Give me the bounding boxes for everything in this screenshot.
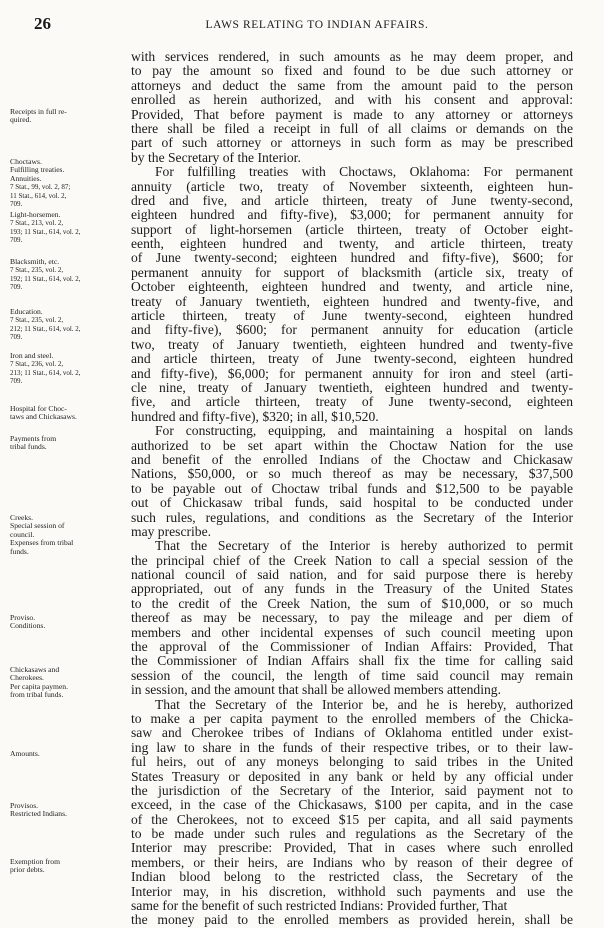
body-line: Provided, That before payment is made to any attorney or attorneys xyxy=(131,106,573,122)
body-line: of the Cherokees, not to exceed $15 per capita, and all said payments xyxy=(131,811,573,827)
body-line: same for the benefit of such restricted Indians: Provided further, That xyxy=(131,898,508,914)
body-line: saw and Cherokee tribes of Indians of Oklahoma entitled under exist- xyxy=(131,725,573,741)
body-line: members, or their heirs, are Indians who by reason of their degree of xyxy=(131,854,573,870)
body-line: there shall be filed a receipt in full of all claims or demands on the xyxy=(131,120,573,136)
body-line: Interior may prescribe: Provided, That in cases where such enrolled xyxy=(131,840,573,856)
margin-note-line: Fulfilling treaties. xyxy=(10,166,65,175)
body-line: authorized to be set apart within the Choctaw Nation for the use xyxy=(131,437,573,453)
margin-note-line: 709. xyxy=(10,200,23,209)
body-line: by the Secretary of the Interior. xyxy=(131,149,301,165)
margin-note-line: 212; 11 Stat., 614, vol. 2, xyxy=(10,324,81,333)
margin-note xyxy=(10,435,126,452)
margin-note-line: from tribal funds. xyxy=(10,691,64,700)
margin-note-line: Hospital for Choc- xyxy=(10,405,67,413)
body-line: session of the council, the length of time said council may remain xyxy=(131,667,573,683)
margin-note-line: 7 Stat., 235, vol. 2, xyxy=(10,316,64,325)
body-line: support of light-horsemen (article thirteen, treaty of October eight- xyxy=(131,221,573,237)
margin-note xyxy=(10,308,126,342)
body-line: That the Secretary of the Interior be, and he is hereby, authorized xyxy=(155,696,573,712)
body-line: appropriated, out of any funds in the Treasury of the United States xyxy=(131,581,573,597)
body-line: treaty of January twentieth, eighteen hundred and twenty-five, and xyxy=(131,293,573,309)
margin-note-line: Iron and steel. xyxy=(10,352,54,360)
body-line: and fifty-five), $600; for permanent annuity for education (article xyxy=(131,322,573,338)
body-line: national council of said nation, and for said purpose there is hereby xyxy=(131,567,573,583)
body-line: the principal chief of the Creek Nation to call a special session of the xyxy=(131,552,573,568)
margin-note xyxy=(10,108,126,125)
body-line: enrolled as herein authorized, and with his consent and approval: xyxy=(131,92,573,108)
margin-note-line: council. xyxy=(10,530,35,539)
page-number: 26 xyxy=(34,14,51,33)
margin-note xyxy=(10,211,126,245)
body-line: hundred and fifty-five), $320; in all, $10,520. xyxy=(131,408,379,424)
body-line: Nations, $50,000, or so much thereof as may be necessary, $37,500 xyxy=(131,466,573,482)
margin-note xyxy=(10,802,126,819)
body-text xyxy=(131,50,573,928)
margin-note-line: Annuities. xyxy=(10,174,42,183)
body-line: annuity (article two, treaty of November sixteenth, eighteen hun- xyxy=(131,178,573,194)
body-line: ful heirs, out of any moneys belonging to said tribes in the United xyxy=(131,754,573,770)
body-line: to pay the amount so fixed and found to be due such attorney or xyxy=(131,63,573,79)
body-line: two, treaty of January twentieth, eighteen hundred and twenty-five xyxy=(131,336,573,352)
margin-note xyxy=(10,258,126,292)
margin-note xyxy=(10,614,126,631)
margin-note-line: 709. xyxy=(10,333,23,342)
body-line: eighteen hundred and fifty-five), $3,000; for permanent annuity for xyxy=(131,207,573,223)
body-line: members and other incidental expenses of such council meeting upon xyxy=(131,624,573,640)
body-line: of June twenty-second; eighteen hundred and fifty-five), $600; for xyxy=(131,250,573,266)
margin-note-line: Chickasaws and xyxy=(10,666,60,674)
body-line: eenth, eighteen hundred and twenty, and article thirteen, treaty xyxy=(131,236,573,252)
margin-note-line: 11 Stat., 614, vol. 2, xyxy=(10,191,67,200)
body-line: and fifty-five), $6,000; for permanent annuity for iron and steel (arti- xyxy=(131,365,573,381)
margin-note-line: Creeks. xyxy=(10,514,33,522)
body-line: the approval of the Commissioner of Indian Affairs: Provided, That xyxy=(131,639,573,655)
margin-note-line: Proviso. xyxy=(10,614,36,622)
body-line: ing law to share in the funds of their respective tribes, or to their law- xyxy=(131,739,573,755)
body-line: cle nine, treaty of January twentieth, eighteen hundred and twenty- xyxy=(131,379,573,395)
margin-note xyxy=(10,158,126,208)
body-line: For constructing, equipping, and maintaining a hospital on lands xyxy=(155,423,573,439)
margin-note-line: 709. xyxy=(10,236,23,245)
body-line: Indian blood belong to the restricted class, the Secretary of the xyxy=(131,869,573,885)
body-line: attorneys and deduct the same from the amount paid to the person xyxy=(131,77,573,93)
body-line: five, and article thirteen, treaty of June twenty-second, eighteen xyxy=(131,394,573,410)
body-line: to make a per capita payment to the enrolled members of the Chicka- xyxy=(131,710,573,726)
body-line: the jurisdiction of the Secretary of the Interior, said payment not to xyxy=(131,782,573,798)
body-line: may prescribe. xyxy=(131,523,212,539)
margin-note-line: funds. xyxy=(10,547,29,556)
margin-note-line: Education. xyxy=(10,308,43,316)
body-line: to the credit of the Creek Nation, the sum of $10,000, or so much xyxy=(131,595,573,611)
margin-note-line: 709. xyxy=(10,377,23,386)
margin-note-line: 709. xyxy=(10,283,23,292)
margin-note-line: Per capita paymen. xyxy=(10,682,68,691)
margin-note-line: 192; 11 Stat., 614, vol. 2, xyxy=(10,274,81,283)
margin-note xyxy=(10,514,126,556)
margin-note xyxy=(10,750,126,758)
body-line: article thirteen, treaty of June twenty-second, eighteen hundred xyxy=(131,308,573,324)
body-line: dred and five, and article thirteen, treaty of June twenty-second, xyxy=(131,192,573,208)
margin-note-line: 213; 11 Stat., 614, vol. 2, xyxy=(10,368,81,377)
margin-note-line: Receipts in full re- xyxy=(10,108,67,116)
margin-note-line: Special session of xyxy=(10,522,65,531)
running-head: LAWS RELATING TO INDIAN AFFAIRS. xyxy=(205,19,429,31)
body-line: That the Secretary of the Interior is hereby authorized to permit xyxy=(155,538,573,554)
margin-note-line: Expenses from tribal xyxy=(10,539,74,548)
body-line: such rules, regulations, and conditions as the Secretary of the Interior xyxy=(131,509,573,525)
body-line: exceed, in the case of the Chickasaws, $100 per capita, and in the case xyxy=(131,797,573,813)
margin-note-line: quired. xyxy=(10,116,32,125)
body-line: and article thirteen, treaty of June twenty-second, eighteen hundred xyxy=(131,351,573,367)
body-line: the Commissioner of Indian Affairs shall fix the time for calling said xyxy=(131,653,573,669)
body-line: Interior may, in his discretion, withhold such payments and use the xyxy=(131,883,573,899)
margin-note xyxy=(10,666,126,700)
margin-note-line: Payments from xyxy=(10,435,57,443)
body-line: For fulfilling treaties with Choctaws, Oklahoma: For permanent xyxy=(155,164,573,180)
margin-note-line: tribal funds. xyxy=(10,443,47,452)
body-line: in session, and the amount that shall be allowed members attending. xyxy=(131,682,501,698)
margin-note xyxy=(10,352,126,386)
body-line: thereof as may be necessary, to pay the mileage and per diem of xyxy=(131,610,573,626)
margin-note-line: Choctaws. xyxy=(10,158,42,166)
body-line: States Treasury or deposited in any bank or held by any official under xyxy=(131,768,573,784)
body-line: out of Chickasaw tribal funds, said hospital to be conducted under xyxy=(131,495,573,511)
body-line: with services rendered, in such amounts as he may deem proper, and xyxy=(131,49,573,64)
margin-note-line: taws and Chickasaws. xyxy=(10,413,77,422)
margin-note-line: Blacksmith, etc. xyxy=(10,258,60,266)
body-line: and benefit of the enrolled Indians of the Choctaw and Chickasaw xyxy=(131,451,573,467)
margin-note-line: 193; 11 Stat., 614, vol. 2, xyxy=(10,227,81,236)
body-line: to be payable out of Choctaw tribal funds and $12,500 to be payable xyxy=(131,480,573,496)
margin-note-line: 7 Stat., 213, vol. 2, xyxy=(10,219,64,228)
margin-note-line: Light-horsemen. xyxy=(10,211,61,219)
body-line: the money paid to the enrolled members as provided herein, shall be xyxy=(131,912,573,928)
body-line: part of such attorney or attorneys in such form as may be prescribed xyxy=(131,135,573,151)
margin-note-line: Exemption from xyxy=(10,858,60,866)
margin-note-line: Restricted Indians. xyxy=(10,810,67,819)
margin-note xyxy=(10,858,126,875)
body-line: to be made under such rules and regulations as the Secretary of the xyxy=(131,826,573,842)
margin-note-line: 7 Stat., 236, vol. 2, xyxy=(10,360,64,369)
margin-note xyxy=(10,405,126,422)
margin-note-line: 7 Stat., 99, vol. 2, 87; xyxy=(10,183,71,192)
margin-note-line: Cherokees. xyxy=(10,674,44,683)
margin-note-line: prior debts. xyxy=(10,866,45,875)
margin-note-line: Amounts. xyxy=(10,750,40,758)
body-line: permanent annuity for support of blacksmith (article six, treaty of xyxy=(131,264,573,280)
body-line: October eighteenth, eighteen hundred and twenty, and article nine, xyxy=(131,279,573,295)
margin-note-line: Provisos. xyxy=(10,802,39,810)
margin-note-line: Conditions. xyxy=(10,622,46,631)
margin-note-line: 7 Stat., 235, vol. 2, xyxy=(10,266,64,275)
